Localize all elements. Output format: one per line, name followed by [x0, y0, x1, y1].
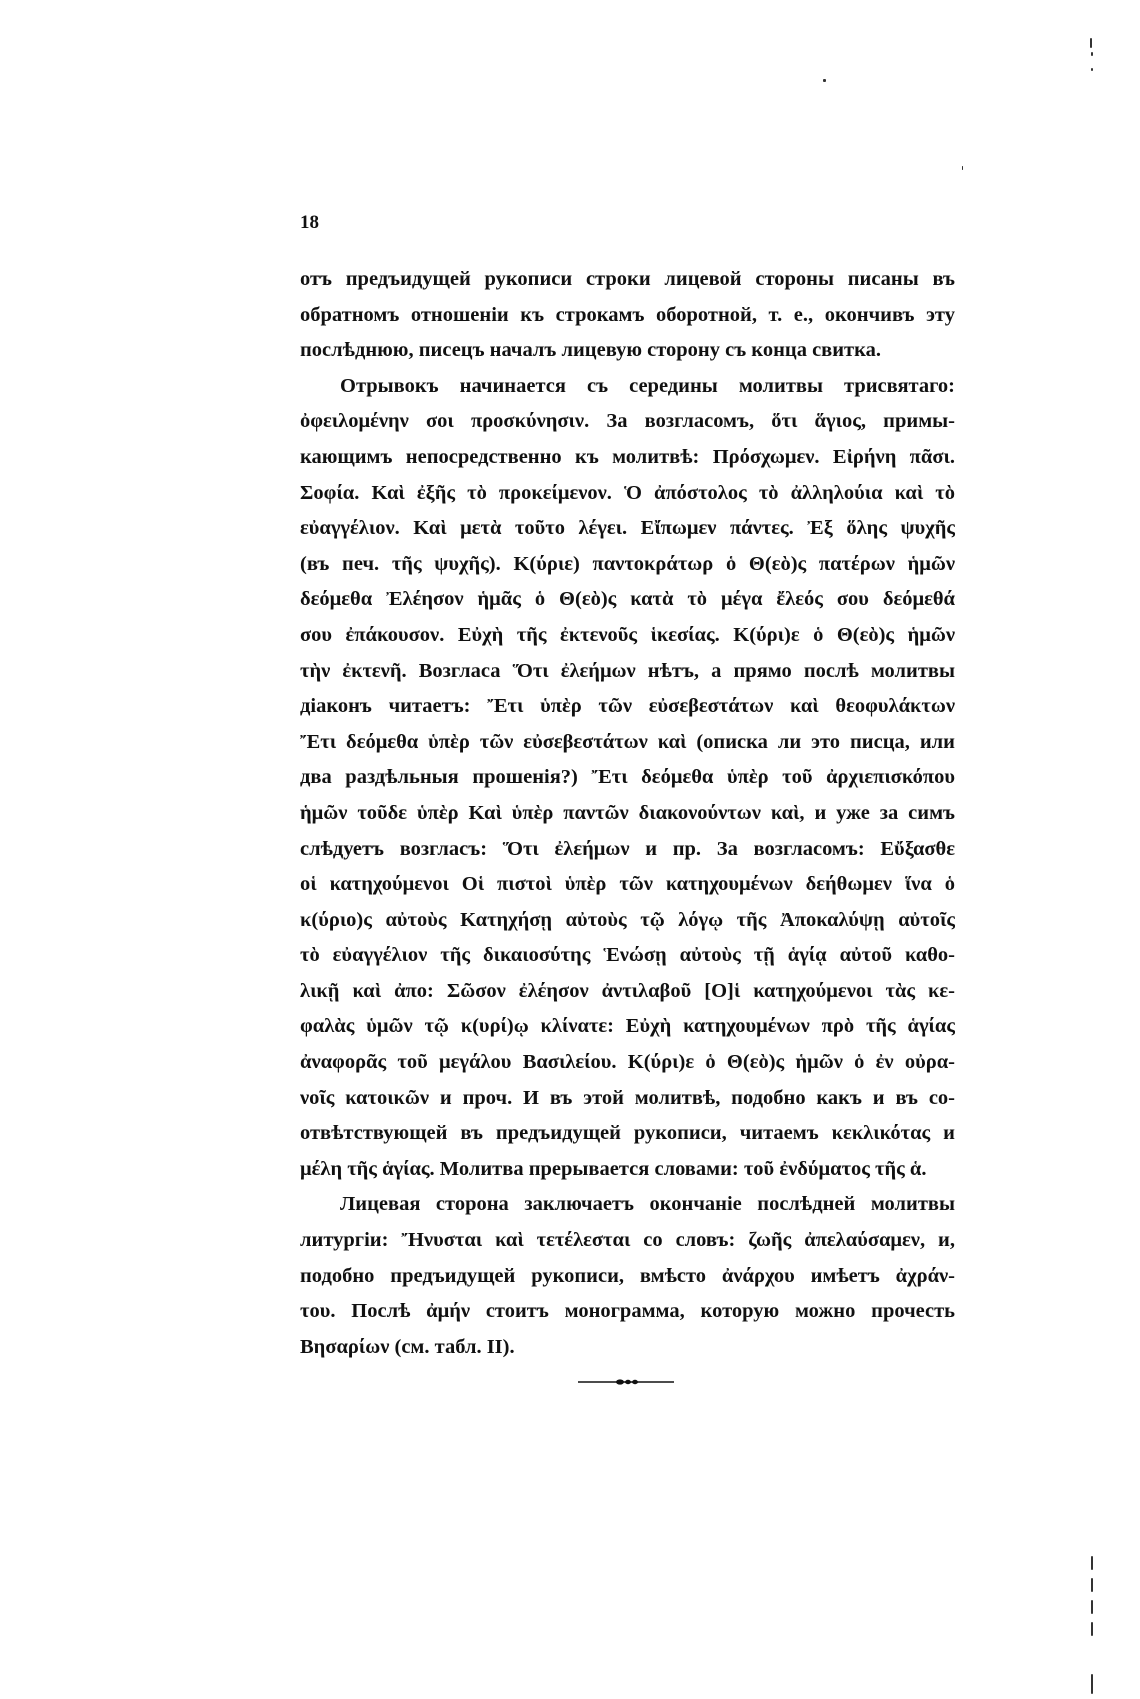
text-line: νοῖς κατοικῶν и проч. И въ этой молитвѣ, подобно какъ и въ со- — [300, 1086, 955, 1109]
text-line: εὐαγγέλιον. Καὶ μετὰ τοῦτο λέγει. Εἴπωμεν πάντες. Ἐξ ὅλης ψυχῆς — [300, 517, 955, 540]
text-line: φαλὰς ὑμῶν τῷ κ(υρί)ῳ κλίνατε: Εὐχὴ κατηχουμένων πρὸ τῆς ἁγίας — [300, 1015, 955, 1038]
scan-speck — [1091, 68, 1093, 71]
text-line: два раздѣльныя прошенія?) Ἔτι δεόμεθα ὑπὲρ τοῦ ἀρχιεπισκόπου — [300, 766, 955, 789]
scan-speck — [962, 166, 963, 170]
scan-speck — [1091, 1578, 1093, 1592]
text-line: Ἔτι δεόμεθα ὑπὲρ τῶν εὐσεβεστάτων καὶ (описка ли это писца, или — [300, 730, 955, 753]
text-line: τὸ εὐαγγέλιον τῆς δικαιοσύτης Ἑνώσῃ αὐτοὺς τῇ ἁγίᾳ αὐτοῦ καθο- — [300, 944, 955, 967]
text-line: отъ предъидущей рукописи строки лицевой стороны писаны въ — [300, 268, 955, 290]
text-line: μέλη τῆς ἁγίας. Молитва прерывается словами: τοῦ ἐνδύματος τῆς ἁ. — [300, 1157, 927, 1180]
text-line: σου ἐπάκουσον. Εὐχὴ τῆς ἐκτενοῦς ἱκεσίας. Κ(ύρι)ε ὁ Θ(εὸ)ς ἡμῶν — [300, 623, 955, 646]
text-line: του. Послѣ ἀμήν стоитъ монограмма, которую можно прочесть — [300, 1300, 955, 1323]
text-line: послѣднюю, писецъ началъ лицевую сторону съ конца свитка. — [300, 339, 882, 362]
text-line: ἀναφορᾶς τοῦ μεγάλου Βασιλείου. Κ(ύρι)ε ὁ Θ(εὸ)ς ἡμῶν ὁ ἐν οὐρα- — [300, 1051, 955, 1074]
text-line: ὀφειλομένην σοι προσκύνησιν. За возгласомъ, ὅτι ἅγιος, примы- — [300, 410, 955, 433]
text-line: Βησαρίων (см. табл. II). — [300, 1335, 515, 1358]
text-line: λικῇ καὶ ἀπο: Σῶσον ἐλέησον ἀντιλαβοῦ [Ο]ἱ κατηχούμενοι τὰς κε- — [300, 979, 955, 1002]
text-line: ἡμῶν τοῦδε ὑπὲρ Καὶ ὑπὲρ παντῶν διακονούντων καὶ, и уже за симъ — [300, 801, 955, 824]
scan-speck — [1091, 1622, 1093, 1636]
text-line: Лицевая сторона заключаетъ окончаніе послѣдней молитвы — [340, 1193, 955, 1216]
end-ornament — [578, 1379, 674, 1385]
text-line: слѣдуетъ возгласъ: Ὅτι ἐλεήμων и пр. За возгласомъ: Εὔξασθε — [300, 837, 955, 860]
text-line: Σοφία. Καὶ ἐξῆς τὸ προκείμενον. Ὁ ἀπόστολος τὸ ἀλληλούια καὶ τὸ — [300, 481, 955, 504]
page-number: 18 — [300, 212, 319, 233]
text-line: литургіи: Ἤνυσται καὶ τετέλεσται со словъ: ζωῆς ἀπελαύσαμεν, и, — [300, 1229, 955, 1252]
scan-speck — [1091, 1600, 1093, 1614]
text-line: οἱ κατηχούμενοι Οἱ πιστοὶ ὑπὲρ τῶν κατηχουμένων δεήθωμεν ἵνα ὁ — [300, 873, 955, 896]
scan-speck — [1091, 1556, 1093, 1570]
text-line: обратномъ отношеніи къ строкамъ оборотной, т. е., окончивъ эту — [300, 303, 955, 326]
text-line: δεόμεθα Ἐλέησον ἡμᾶς ὁ Θ(εὸ)ς κατὰ τὸ μέγα ἔλεός σου δεόμεθά — [300, 588, 955, 611]
scan-speck — [1091, 1674, 1093, 1694]
text-line: подобно предъидущей рукописи, вмѣсто ἀνάρχου имѣетъ ἀχράν- — [300, 1264, 955, 1287]
text-line: кающимъ непосредственно къ молитвѣ: Πρόσχωμεν. Εἰρήνη πᾶσι. — [300, 445, 955, 468]
text-line: (въ печ. τῆς ψυχῆς). Κ(ύριε) παντοκράτωρ ὁ Θ(εὸ)ς πατέρων ἡμῶν — [300, 552, 955, 575]
scan-speck — [823, 79, 826, 82]
text-line: τὴν ἐκτενῆ. Возгласа Ὅτι ἐλεήμων нѣтъ, а прямо послѣ молитвы — [300, 659, 955, 682]
text-line: Отрывокъ начинается съ середины молитвы трисвятаго: — [340, 374, 955, 397]
text-line: діаконъ читаетъ: Ἔτι ὑπὲρ τῶν εὐσεβεστάτων καὶ θεοφυλάκτων — [300, 695, 955, 718]
text-line: κ(ύριο)ς αὐτοὺς Κατηχήσῃ αὐτοὺς τῷ λόγῳ τῆς Ἀποκαλύψῃ αὐτοῖς — [300, 908, 955, 931]
body-text — [300, 262, 955, 1365]
scan-speck — [1090, 38, 1092, 48]
scan-speck — [1091, 52, 1093, 56]
text-line: отвѣтствующей въ предъидущей рукописи, читаемъ κεκλικότας и — [300, 1122, 955, 1145]
